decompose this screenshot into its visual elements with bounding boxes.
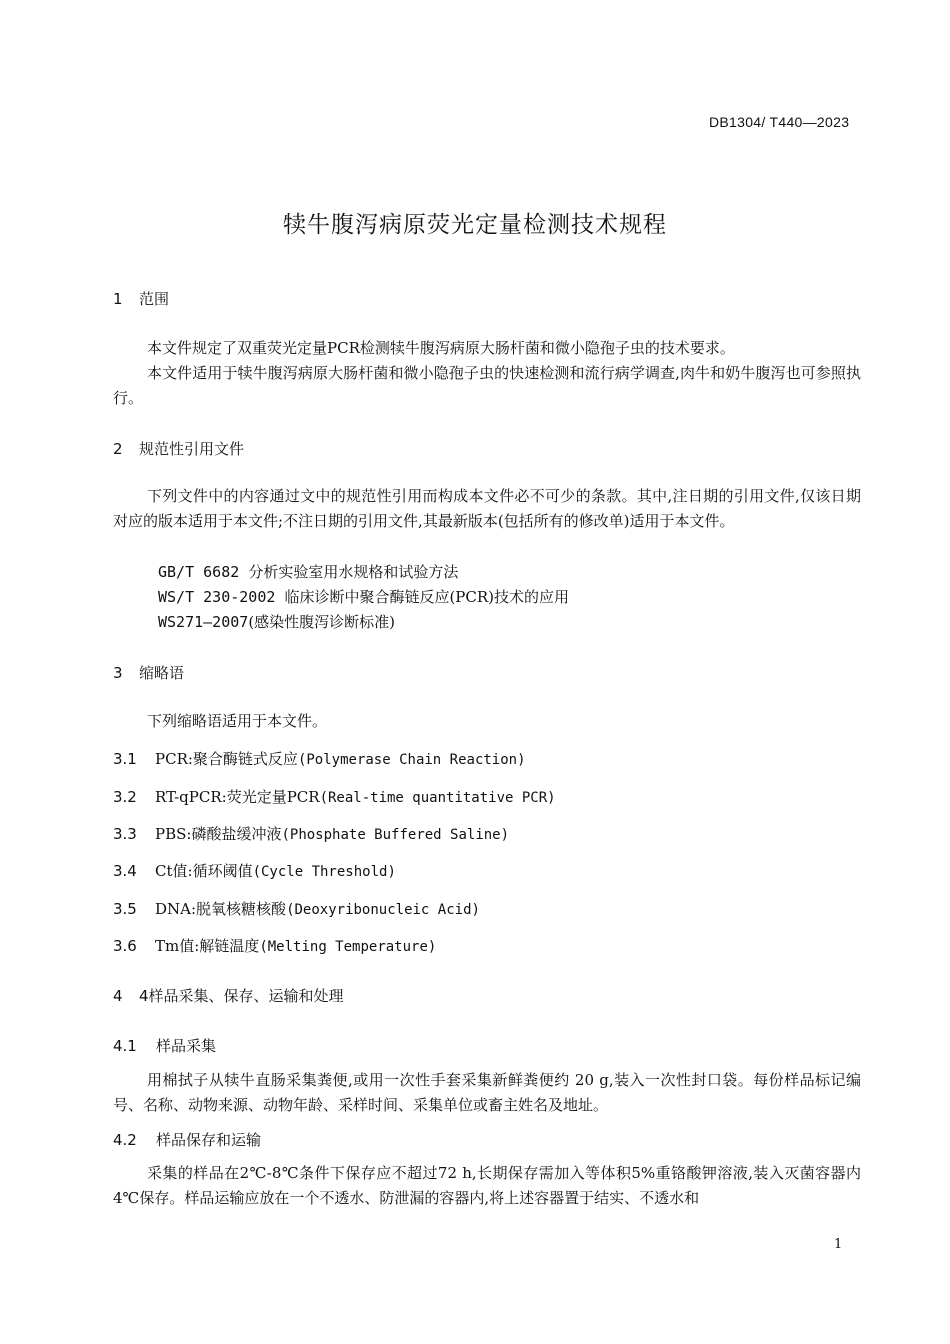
item-number: 3.5	[113, 900, 137, 918]
paragraph: 本文件规定了双重荧光定量PCR检测犊牛腹泻病原大肠杆菌和微小隐孢子虫的技术要求。	[147, 339, 735, 357]
paragraph: 下列缩略语适用于本文件。	[147, 712, 328, 730]
section-1-heading	[113, 288, 169, 309]
reference-item	[158, 611, 395, 632]
abbreviation-item	[113, 860, 396, 881]
abbreviation-cn: 磷酸盐缓冲液	[191, 825, 282, 843]
subsection-4-1-heading	[113, 1035, 216, 1056]
reference-name: 分析实验室用水规格和试验方法	[248, 563, 459, 581]
item-number: 3.4	[113, 862, 137, 880]
item-number: 3.3	[113, 825, 137, 843]
abbreviation-item	[113, 898, 480, 919]
abbreviation: DNA:	[155, 900, 197, 918]
subsection-4-2-heading	[113, 1129, 261, 1150]
abbreviation: RT-qPCR:	[155, 788, 227, 806]
section-2-heading	[113, 438, 244, 459]
paragraph: 下列文件中的内容通过文中的规范性引用而构成本文件必不可少的条款。其中,注日期的引用文件,仅该日期对应的版本适用于本文件;不注日期的引用文件,其最新版本(包括所有的修改单)适用于本文件。	[113, 487, 861, 530]
section-4-heading	[113, 985, 344, 1006]
item-number: 3.6	[113, 937, 137, 955]
subsection-number: 4.1	[113, 1037, 137, 1055]
subsection-title: 样品采集	[156, 1037, 217, 1055]
abbreviation-en: (Polymerase Chain Reaction)	[297, 752, 526, 768]
document-title: 犊牛腹泻病原荧光定量检测技术规程	[283, 212, 667, 238]
abbreviation-cn: 解链温度	[199, 937, 260, 955]
section-number: 3	[113, 664, 123, 682]
reference-item	[158, 561, 458, 582]
section-number: 1	[113, 290, 123, 308]
item-number: 3.1	[113, 750, 137, 768]
abbreviation-item	[113, 786, 556, 807]
paragraph: 采集的样品在2℃-8℃条件下保存应不超过72 h,长期保存需加入等体积5%重铬酸钾溶液,装入灭菌容器内4℃保存。样品运输应放在一个不透水、防泄漏的容器内,将上述容器置于结实、不透水和	[113, 1164, 861, 1207]
abbreviation: PCR:	[155, 750, 193, 768]
paragraph: 本文件适用于犊牛腹泻病原大肠杆菌和微小隐孢子虫的快速检测和流行病学调查,肉牛和奶牛腹泻也可参照执行。	[113, 364, 861, 407]
reference-item	[158, 586, 569, 607]
abbreviation-en: (Phosphate Buffered Saline)	[281, 827, 510, 843]
abbreviation-item	[113, 823, 509, 844]
abbreviation-en: (Real-time quantitative PCR)	[319, 790, 556, 806]
reference-code: WS/T 230-2002	[158, 588, 276, 606]
abbreviation-cn: 荧光定量PCR	[226, 788, 320, 806]
reference-name: (感染性腹泻诊断标准)	[248, 613, 396, 631]
reference-code: WS271—2007	[158, 613, 249, 631]
abbreviation-cn: 聚合酶链式反应	[192, 750, 298, 768]
abbreviation: PBS:	[155, 825, 192, 843]
abbreviation: Tm值:	[155, 937, 200, 955]
abbreviation: Ct值:	[155, 862, 193, 880]
subsection-number: 4.2	[113, 1131, 137, 1149]
document-number: DB1304/ T440—2023	[709, 114, 850, 130]
subsection-title: 样品保存和运输	[156, 1131, 262, 1149]
abbreviation-cn: 循环阈值	[192, 862, 253, 880]
section-title: 范围	[139, 290, 170, 308]
section-title: 缩略语	[139, 664, 185, 682]
paragraph: 用棉拭子从犊牛直肠采集粪便,或用一次性手套采集新鲜粪便约 20 g,装入一次性封口袋。每份样品标记编号、名称、动物来源、动物年龄、采样时间、采集单位或畜主姓名及地址。	[113, 1071, 861, 1114]
section-3-heading	[113, 662, 184, 683]
reference-name: 临床诊断中聚合酶链反应(PCR)技术的应用	[284, 588, 570, 606]
abbreviation-item	[113, 748, 526, 769]
reference-code: GB/T 6682	[158, 563, 240, 581]
abbreviation-en: (Cycle Threshold)	[252, 864, 396, 880]
section-number: 2	[113, 440, 123, 458]
section-title: 4样品采集、保存、运输和处理	[139, 987, 344, 1005]
abbreviation-en: (Deoxyribonucleic Acid)	[286, 902, 480, 918]
page-number: 1	[834, 1237, 843, 1252]
section-title: 规范性引用文件	[139, 440, 245, 458]
abbreviation-en: (Melting Temperature)	[259, 939, 437, 955]
abbreviation-cn: 脱氧核糖核酸	[196, 900, 287, 918]
abbreviation-item	[113, 935, 436, 956]
section-number: 4	[113, 987, 123, 1005]
item-number: 3.2	[113, 788, 137, 806]
